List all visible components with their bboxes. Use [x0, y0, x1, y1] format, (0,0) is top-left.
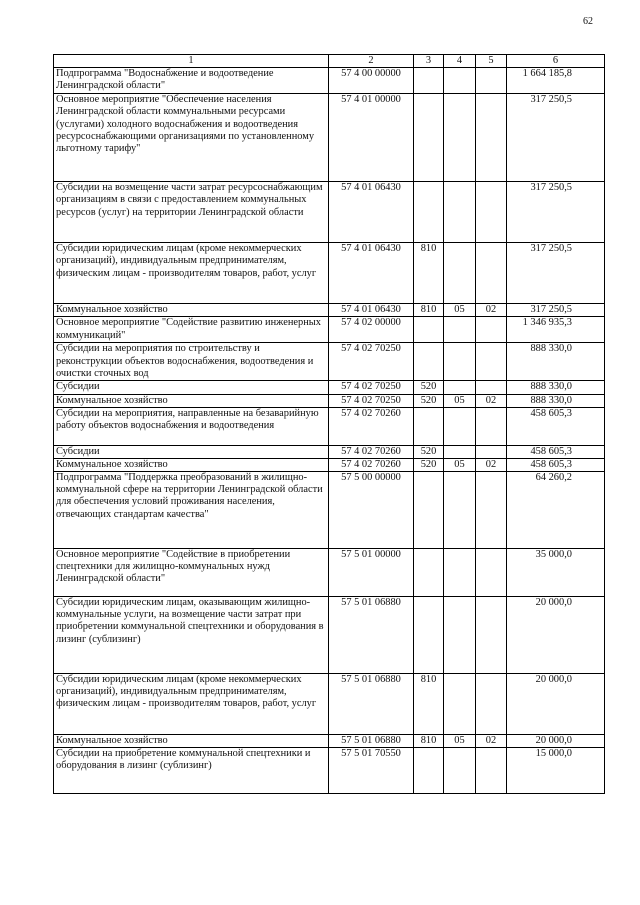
row-section [444, 674, 476, 735]
row-description: Подпрограмма "Водоснабжение и водоотведение Ленинградской области" [54, 68, 329, 94]
row-subsection [476, 407, 507, 445]
row-amount: 64 260,2 [507, 472, 605, 549]
row-description: Субсидии юридическим лицам, оказывающим жилищно-коммунальные услуги, на возмещение части затрат при приобретении коммунальной спецтехники и оборудования в лизинг (сублизинг) [54, 597, 329, 674]
row-section: 05 [444, 304, 476, 317]
row-subsection [476, 317, 507, 343]
row-section: 05 [444, 458, 476, 471]
header-col-3: 3 [414, 55, 444, 68]
row-amount: 458 605,3 [507, 407, 605, 445]
row-expense-type: 810 [414, 674, 444, 735]
row-description: Субсидии на мероприятия, направленные на безаварийную работу объектов водоснабжения и водоотведения [54, 407, 329, 445]
row-description: Коммунальное хозяйство [54, 394, 329, 407]
row-amount: 20 000,0 [507, 735, 605, 748]
row-target-code: 57 4 02 70260 [329, 458, 414, 471]
row-target-code: 57 4 02 70260 [329, 407, 414, 445]
row-description: Основное мероприятие "Содействие в приобретении спецтехники для жилищно-коммунальных нужд Ленинградской области" [54, 549, 329, 597]
row-target-code: 57 5 01 06880 [329, 597, 414, 674]
row-description: Коммунальное хозяйство [54, 304, 329, 317]
table-row [54, 304, 605, 317]
row-section [444, 472, 476, 549]
row-expense-type [414, 68, 444, 94]
row-description: Субсидии на возмещение части затрат ресурсоснабжающим организациям в связи с предоставлением коммунальных ресурсов (услуг) на территории Ленинградской области [54, 182, 329, 243]
table-row [54, 445, 605, 458]
header-col-5: 5 [476, 55, 507, 68]
table-row [54, 472, 605, 549]
header-col-1: 1 [54, 55, 329, 68]
header-col-6: 6 [507, 55, 605, 68]
row-section [444, 182, 476, 243]
row-subsection: 02 [476, 458, 507, 471]
row-amount: 888 330,0 [507, 394, 605, 407]
row-amount: 15 000,0 [507, 748, 605, 794]
row-expense-type [414, 343, 444, 381]
table-row [54, 94, 605, 182]
row-target-code: 57 5 01 06880 [329, 674, 414, 735]
row-expense-type: 520 [414, 381, 444, 394]
row-amount: 888 330,0 [507, 343, 605, 381]
row-target-code: 57 4 01 06430 [329, 243, 414, 304]
row-subsection [476, 549, 507, 597]
row-description: Основное мероприятие "Обеспечение населения Ленинградской области коммунальными ресурсами (услугами) холодного водоснабжения и водоотведения ресурсоснабжающими организациями по установленному льготному тарифу" [54, 94, 329, 182]
row-target-code: 57 5 00 00000 [329, 472, 414, 549]
row-amount: 317 250,5 [507, 182, 605, 243]
row-subsection [476, 597, 507, 674]
row-subsection: 02 [476, 394, 507, 407]
header-col-4: 4 [444, 55, 476, 68]
row-amount: 317 250,5 [507, 243, 605, 304]
row-subsection [476, 343, 507, 381]
row-target-code: 57 5 01 70550 [329, 748, 414, 794]
row-section [444, 94, 476, 182]
table-row [54, 182, 605, 243]
row-amount: 35 000,0 [507, 549, 605, 597]
row-target-code: 57 4 01 00000 [329, 94, 414, 182]
header-row [54, 55, 605, 68]
row-description: Субсидии юридическим лицам (кроме некоммерческих организаций), индивидуальным предпринимателям, физическим лицам - производителям товаров, работ, услуг [54, 674, 329, 735]
row-target-code: 57 4 02 70250 [329, 343, 414, 381]
row-subsection [476, 243, 507, 304]
row-subsection: 02 [476, 304, 507, 317]
row-subsection: 02 [476, 735, 507, 748]
table-row [54, 674, 605, 735]
row-expense-type [414, 549, 444, 597]
header-col-2: 2 [329, 55, 414, 68]
row-amount: 20 000,0 [507, 674, 605, 735]
row-description: Субсидии [54, 445, 329, 458]
row-section [444, 597, 476, 674]
table-row [54, 343, 605, 381]
row-description: Субсидии юридическим лицам (кроме некоммерческих организаций), индивидуальным предпринимателям, физическим лицам - производителям товаров, работ, услуг [54, 243, 329, 304]
row-amount: 317 250,5 [507, 304, 605, 317]
row-section [444, 68, 476, 94]
row-description: Субсидии [54, 381, 329, 394]
row-amount: 20 000,0 [507, 597, 605, 674]
row-description: Основное мероприятие "Содействие развитию инженерных коммуникаций" [54, 317, 329, 343]
row-description: Субсидии на мероприятия по строительству и реконструкции объектов водоснабжения, водоотведения и очистки сточных вод [54, 343, 329, 381]
row-expense-type: 520 [414, 445, 444, 458]
row-target-code: 57 4 01 06430 [329, 182, 414, 243]
row-section: 05 [444, 394, 476, 407]
row-target-code: 57 5 01 00000 [329, 549, 414, 597]
row-expense-type: 810 [414, 243, 444, 304]
table-row [54, 735, 605, 748]
page-number: 62 [583, 16, 593, 27]
row-description: Коммунальное хозяйство [54, 458, 329, 471]
table-row [54, 748, 605, 794]
table-row [54, 597, 605, 674]
table-row [54, 381, 605, 394]
row-section [444, 549, 476, 597]
row-expense-type: 520 [414, 394, 444, 407]
row-description: Коммунальное хозяйство [54, 735, 329, 748]
row-subsection [476, 674, 507, 735]
row-target-code: 57 4 02 70250 [329, 381, 414, 394]
row-target-code: 57 4 02 70260 [329, 445, 414, 458]
row-section [444, 343, 476, 381]
table-row [54, 549, 605, 597]
row-subsection [476, 748, 507, 794]
row-subsection [476, 472, 507, 549]
row-expense-type: 520 [414, 458, 444, 471]
row-expense-type [414, 748, 444, 794]
row-subsection [476, 68, 507, 94]
budget-table [53, 54, 605, 794]
row-expense-type [414, 407, 444, 445]
row-section [444, 317, 476, 343]
row-section [444, 381, 476, 394]
row-expense-type [414, 317, 444, 343]
row-expense-type: 810 [414, 735, 444, 748]
row-section: 05 [444, 735, 476, 748]
row-amount: 317 250,5 [507, 94, 605, 182]
row-subsection [476, 445, 507, 458]
row-expense-type [414, 472, 444, 549]
row-expense-type: 810 [414, 304, 444, 317]
table-row [54, 68, 605, 94]
row-target-code: 57 4 02 70250 [329, 394, 414, 407]
row-subsection [476, 182, 507, 243]
row-expense-type [414, 94, 444, 182]
row-amount: 888 330,0 [507, 381, 605, 394]
row-amount: 458 605,3 [507, 458, 605, 471]
table-row [54, 394, 605, 407]
row-section [444, 748, 476, 794]
row-target-code: 57 4 01 06430 [329, 304, 414, 317]
row-target-code: 57 5 01 06880 [329, 735, 414, 748]
row-target-code: 57 4 02 00000 [329, 317, 414, 343]
row-expense-type [414, 182, 444, 243]
row-section [444, 445, 476, 458]
row-amount: 1 346 935,3 [507, 317, 605, 343]
table-row [54, 317, 605, 343]
row-amount: 1 664 185,8 [507, 68, 605, 94]
table-row [54, 407, 605, 445]
row-subsection [476, 381, 507, 394]
row-section [444, 407, 476, 445]
row-section [444, 243, 476, 304]
row-description: Подпрограмма "Поддержка преобразований в жилищно-коммунальной сфере на территории Ленинградской области для обеспечения условий проживания населения, отвечающих стандартам качества" [54, 472, 329, 549]
row-expense-type [414, 597, 444, 674]
row-description: Субсидии на приобретение коммунальной спецтехники и оборудования в лизинг (сублизинг) [54, 748, 329, 794]
table-row [54, 458, 605, 471]
table-row [54, 243, 605, 304]
row-amount: 458 605,3 [507, 445, 605, 458]
row-target-code: 57 4 00 00000 [329, 68, 414, 94]
row-subsection [476, 94, 507, 182]
